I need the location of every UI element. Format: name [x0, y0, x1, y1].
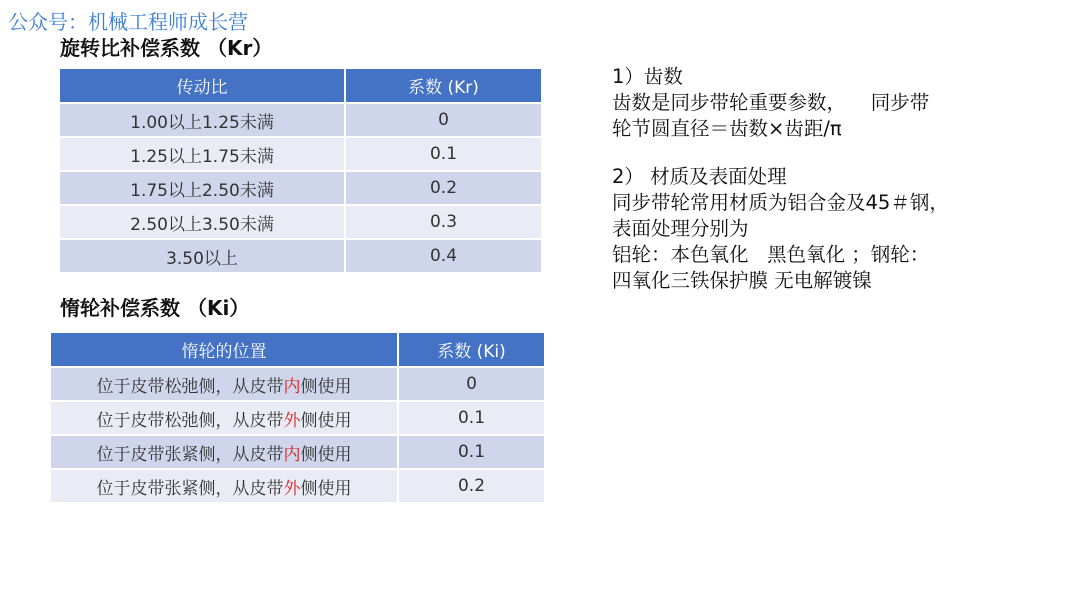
notes-panel: [612, 64, 1052, 316]
table-row: [51, 401, 544, 435]
ki-pos-highlight: 内: [283, 444, 301, 465]
table-row: [51, 469, 544, 502]
ki-cell-position: [51, 401, 398, 435]
notes-material-line: 四氧化三铁保护膜 无电解镀镍: [612, 269, 872, 292]
kr-table-title: 旋转比补偿系数 （Kr）: [60, 36, 273, 60]
ki-pos-suffix: 侧使用: [300, 478, 352, 499]
table-row: [60, 103, 541, 137]
table-row: [51, 367, 544, 401]
ki-cell-position: [51, 367, 398, 401]
kr-cell-ratio: 1.25以上1.75未满: [60, 137, 345, 171]
ki-pos-text: 位于皮带松弛侧，从皮带: [96, 376, 284, 397]
ki-pos-highlight: 内: [283, 376, 301, 397]
ki-cell-coef: 0.1: [398, 435, 544, 469]
kr-cell-coef: 0.3: [345, 205, 541, 239]
notes-teeth-block: [612, 64, 1052, 142]
notes-teeth-heading: 1）齿数: [612, 65, 683, 88]
table-row: [51, 435, 544, 469]
kr-cell-ratio: 1.00以上1.25未满: [60, 103, 345, 137]
table-row: [60, 239, 541, 272]
ki-header-position: 惰轮的位置: [51, 333, 398, 367]
ki-cell-coef: 0.2: [398, 469, 544, 502]
watermark-text: 公众号：机械工程师成长营: [8, 10, 248, 34]
ki-cell-coef: 0.1: [398, 401, 544, 435]
notes-teeth-line: 齿数是同步带轮重要参数， 同步带: [612, 91, 930, 114]
kr-cell-coef: 0.2: [345, 171, 541, 205]
ki-pos-suffix: 侧使用: [300, 444, 352, 465]
ki-cell-position: [51, 435, 398, 469]
kr-cell-coef: 0.1: [345, 137, 541, 171]
table-row: [60, 205, 541, 239]
ki-pos-highlight: 外: [283, 410, 301, 431]
notes-material-block: [612, 164, 1052, 294]
table-row: [60, 171, 541, 205]
ki-table-title: 惰轮补偿系数 （Ki）: [60, 296, 250, 320]
kr-header-coef: 系数 (Kr): [345, 69, 541, 103]
kr-cell-coef: 0: [345, 103, 541, 137]
notes-teeth-line: 轮节圆直径＝齿数×齿距/π: [612, 117, 842, 140]
kr-cell-coef: 0.4: [345, 239, 541, 272]
kr-cell-ratio: 2.50以上3.50未满: [60, 205, 345, 239]
notes-material-line: 表面处理分别为: [612, 217, 749, 240]
ki-cell-position: [51, 469, 398, 502]
ki-pos-suffix: 侧使用: [300, 376, 352, 397]
ki-pos-text: 位于皮带张紧侧，从皮带: [96, 444, 284, 465]
kr-header-ratio: 传动比: [60, 69, 345, 103]
ki-pos-suffix: 侧使用: [300, 410, 352, 431]
ki-pos-text: 位于皮带张紧侧，从皮带: [96, 478, 284, 499]
ki-header-coef: 系数 (Ki): [398, 333, 544, 367]
notes-material-line: 同步带轮常用材质为铝合金及45＃钢，: [612, 191, 949, 214]
kr-table: [60, 69, 541, 272]
ki-cell-coef: 0: [398, 367, 544, 401]
ki-table: [51, 333, 544, 502]
kr-cell-ratio: 3.50以上: [60, 239, 345, 272]
table-row: [60, 137, 541, 171]
kr-cell-ratio: 1.75以上2.50未满: [60, 171, 345, 205]
ki-pos-highlight: 外: [283, 478, 301, 499]
notes-material-line: 铝轮：本色氧化 黑色氧化 ；钢轮：: [612, 243, 930, 266]
notes-material-heading: 2） 材质及表面处理: [612, 165, 787, 188]
ki-pos-text: 位于皮带松弛侧，从皮带: [96, 410, 284, 431]
